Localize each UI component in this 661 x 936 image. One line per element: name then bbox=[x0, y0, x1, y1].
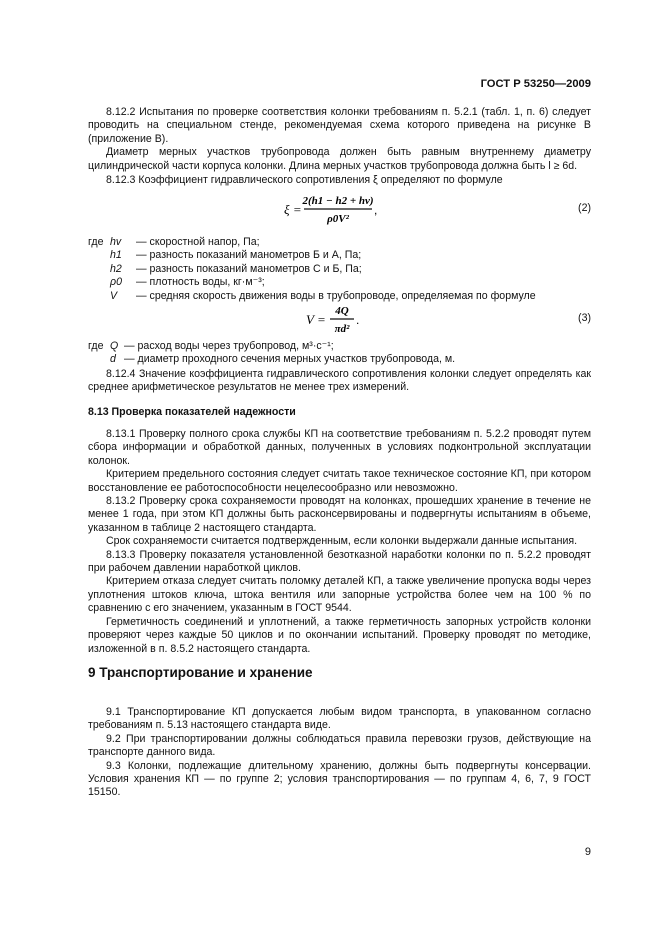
symbol: Q bbox=[110, 340, 119, 352]
definition-text: — диаметр проходного сечения мерных участков трубопровода, м. bbox=[124, 353, 456, 366]
document-header: ГОСТ Р 53250—2009 bbox=[480, 78, 591, 90]
section-9 bbox=[88, 706, 591, 800]
definition-row bbox=[88, 340, 591, 353]
eq2-numerator: 2(h1 − h2 + hv) bbox=[302, 195, 374, 207]
equation-2 bbox=[88, 192, 591, 226]
paragraph: 9.2 При транспортировании должны соблюдаться правила перевозки грузов, действующие на транспорте данного вида. bbox=[88, 732, 591, 759]
where-list-2 bbox=[88, 340, 591, 367]
symbol: hv bbox=[110, 236, 122, 248]
definition-row bbox=[88, 249, 591, 262]
section-8-12-3 bbox=[88, 174, 591, 187]
where-prefix: где bbox=[88, 340, 104, 352]
paragraph: Критерием предельного состояния следует считать такое техническое состояние КП, при котором восстановление ее работоспособности нецелесообразно или невозможно. bbox=[88, 468, 591, 494]
equation-number: (3) bbox=[578, 312, 591, 324]
section-9-title: 9 Транспортирование и хранение bbox=[88, 665, 313, 680]
definition-text: — разность показаний манометров Б и А, Па; bbox=[136, 249, 362, 262]
section-8-12-4 bbox=[88, 368, 591, 395]
eq3-numerator: 4Q bbox=[335, 305, 349, 317]
equation-2-graphic bbox=[88, 192, 591, 226]
definition-text: — разность показаний манометров С и Б, Па; bbox=[136, 262, 362, 275]
symbol: h2 bbox=[110, 262, 122, 275]
where-prefix: где bbox=[88, 236, 104, 248]
eq3-denominator: πd² bbox=[334, 323, 350, 335]
eq3-tail: . bbox=[356, 313, 360, 327]
section-8-13-title: 8.13 Проверка показателей надежности bbox=[88, 406, 296, 418]
paragraph: 8.12.4 Значение коэффициента гидравлического сопротивления колонки следует определять как среднее арифметическое результатов не менее трех измерений. bbox=[88, 368, 591, 394]
definition-text: — средняя скорость движения воды в трубопроводе, определяемая по формуле bbox=[136, 289, 536, 302]
paragraph: Герметичность соединений и уплотнений, а также герметичность запорных устройств колонки проверяют через каждые 50 циклов и по окончании испытаний. Проверку проводят по методике, изложенной в п. 8.5.2 настоящего стандарта. bbox=[88, 615, 591, 655]
paragraph: 8.13.3 Проверку показателя установленной безотказной наработки колонки по п. 5.2.2 проводят при рабочем давлении наработкой циклов. bbox=[88, 548, 591, 575]
symbol: ρ0 bbox=[110, 276, 122, 289]
paragraph: 8.12.2 Испытания по проверке соответствия колонки требованиям п. 5.2.1 (табл. 1, п. 6) следует проводить на специальном стенде, рекомендуемая схема которого приведена на рисунке В (приложение В). bbox=[88, 106, 591, 145]
equation-3 bbox=[88, 302, 591, 336]
equation-3-graphic bbox=[88, 302, 591, 336]
definition-row bbox=[88, 276, 591, 289]
definition-text: — расход воды через трубопровод, м³·с⁻¹; bbox=[124, 340, 334, 352]
paragraph: 9.3 Колонки, подлежащие длительному хранению, должны быть подвергнуты консервации. Условия хранения КП — по группе 2; условия транспортирования — по группам 4, 6, 7, 9 ГОСТ 15150. bbox=[88, 759, 591, 799]
definition-row bbox=[88, 353, 591, 366]
section-8-13 bbox=[88, 428, 591, 656]
paragraph: Критерием отказа следует считать поломку деталей КП, а также увеличение пропуска воды через уплотнения штоков ключа, штока вентиля или запорные устройства более чем на 100 % по сравнению с его значением, указанным в ГОСТ 9544. bbox=[88, 575, 591, 615]
symbol: d bbox=[110, 353, 116, 366]
symbol: h1 bbox=[110, 249, 122, 262]
eq2-lhs: ξ = bbox=[284, 202, 302, 217]
paragraph: 8.12.3 Коэффициент гидравлического сопротивления ξ определяют по формуле bbox=[106, 174, 503, 186]
paragraph: 8.13.2 Проверку срока сохраняемости проводят на колонках, прошедших хранение в течение не менее 1 года, при этом КП должны быть расконсервированы и подвергнуты испытаниям в объеме, указанном в таблице 2 настоящего стандарта. bbox=[88, 495, 591, 534]
symbol: V bbox=[110, 289, 118, 302]
definition-text: — плотность воды, кг·м⁻³; bbox=[136, 276, 265, 289]
page-number: 9 bbox=[584, 846, 591, 858]
paragraph: 9.1 Транспортирование КП допускается любым видом транспорта, в упакованном согласно требованиям п. 5.13 настоящего стандарта виде. bbox=[88, 706, 591, 732]
paragraph: Срок сохраняемости считается подтвержденным, если колонки выдержали данные испытания. bbox=[106, 535, 578, 548]
definition-text: — скоростной напор, Па; bbox=[136, 236, 260, 248]
paragraph: Диаметр мерных участков трубопровода должен быть равным внутреннему диаметру цилиндрической части корпуса колонки. Длина мерных участков трубопровода должна быть l ≥ 6d. bbox=[88, 146, 591, 172]
eq3-lhs: V = bbox=[306, 312, 326, 327]
definition-row bbox=[88, 263, 591, 276]
section-8-12-2 bbox=[88, 106, 591, 173]
equation-number: (2) bbox=[578, 202, 591, 214]
paragraph: 8.13.1 Проверку полного срока службы КП на соответствие требованиям п. 5.2.2 проводят путем сбора информации и обработкой данных, полученных в условиях подконтрольной эксплуатации колонок. bbox=[88, 428, 591, 467]
definition-row bbox=[88, 236, 591, 249]
where-list-1 bbox=[88, 236, 591, 303]
eq2-denominator: ρ0V² bbox=[327, 213, 349, 225]
eq2-tail: , bbox=[374, 203, 378, 217]
